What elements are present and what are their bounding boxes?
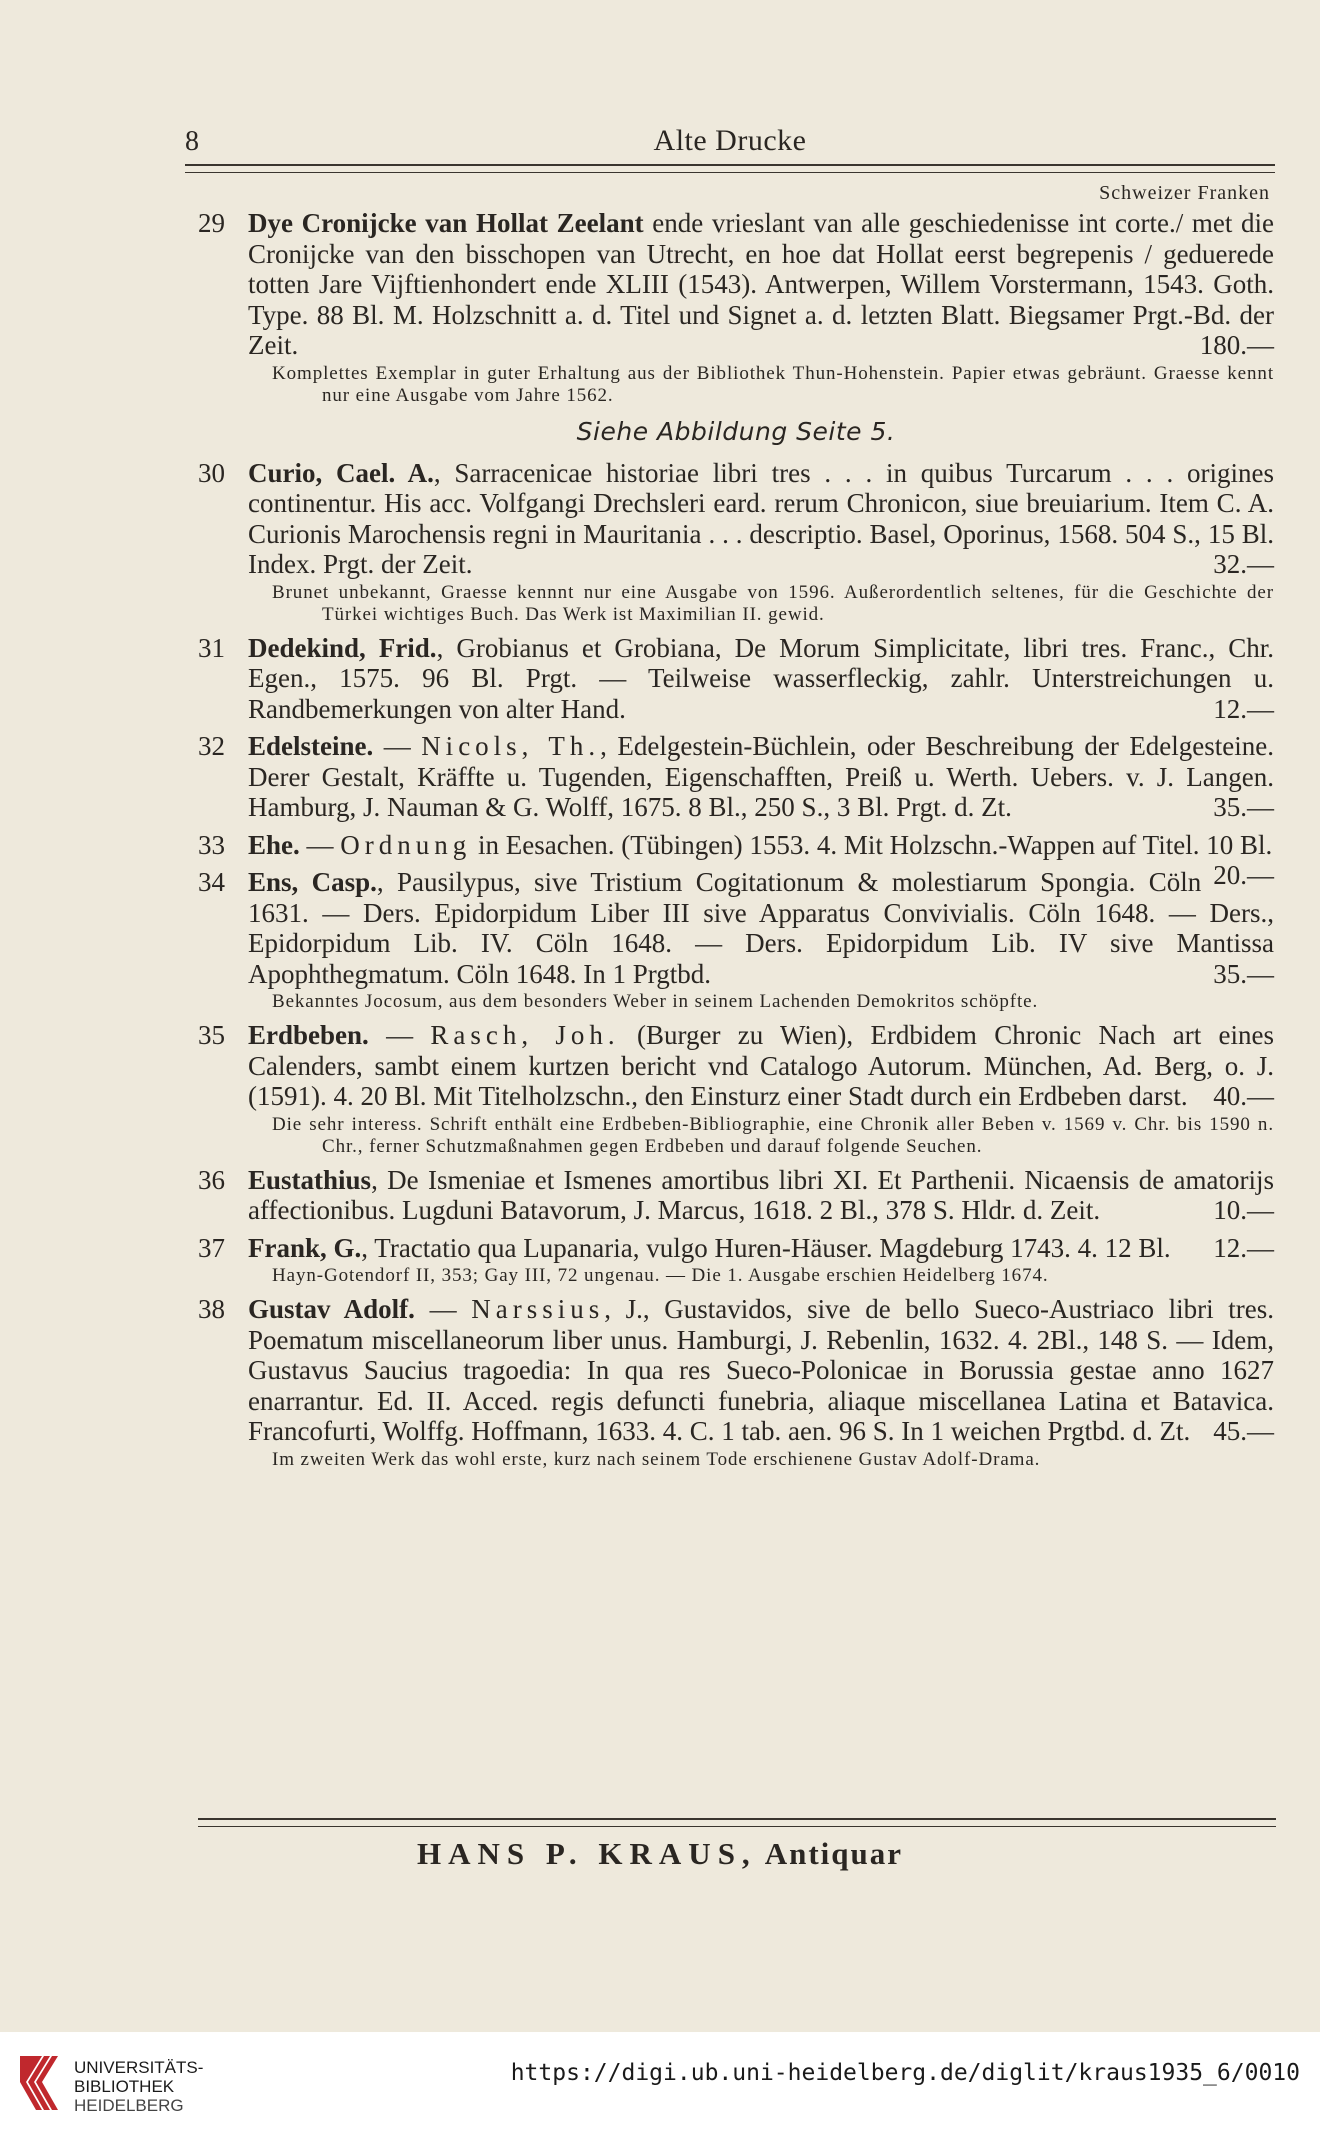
catalog-entry <box>198 1165 1274 1226</box>
entry-number: 35 <box>198 1020 225 1050</box>
entry-heading: Gustav Adolf. <box>248 1294 415 1324</box>
entry-heading: Frank, G. <box>248 1232 362 1263</box>
entry-heading: Ehe. <box>248 829 300 860</box>
entry-text <box>248 1165 1274 1226</box>
entry-dash: — <box>373 731 422 761</box>
entry-description: , J., Gustavidos, sive de bello Sueco-Austriaco libri tres. Poematum miscellaneorum liber unus. Hamburgi, J. Rebenlin, 1632. 4. 2Bl., 148 S. — Idem, Gustavus Saucius tragoedia: In qua res Sueco-Polonicae in Borussia gestae anno 1627 enarrantur. Ed. II. Acced. regis defuncti funebria, aliaque miscellanea Latina et Batavica. Francofurti, Wolffg. Hoffmann, 1633. 4. C. 1 tab. aen. 96 S. In 1 weichen Prgtbd. d. Zt. <box>248 1294 1274 1446</box>
entry-description: , Pausilypus, sive Tristium Cogitationum & molestiarum Spongia. Cöln 1631. — Ders. Epidorpidum Liber III sive Apparatus Convivialis. Cöln 1648. — Ders., Epidorpidum Lib. IV. Cöln 1648. — Ders. Epidorpidum Lib. IV sive Mantissa Apophthegmatum. Cöln 1648. In 1 Prgtbd. <box>248 867 1274 989</box>
catalog-entry <box>198 208 1274 407</box>
entry-note: Brunet unbekannt, Graesse kennnt nur eine Ausgabe von 1596. Außerordentlich seltenes, für die Geschichte der Türkei wichtiges Buch. Das Werk ist Maximilian II. gewid. <box>272 581 1274 625</box>
entry-heading: Curio, Cael. A. <box>248 457 434 488</box>
entry-author: Narssius <box>471 1294 605 1324</box>
entry-dash: — <box>368 1020 431 1050</box>
entry-number: 37 <box>198 1232 225 1263</box>
page-header <box>185 118 1275 158</box>
entry-price: 40.— <box>1213 1081 1274 1111</box>
entry-price: 12.— <box>1213 693 1274 724</box>
see-illustration-note: Siehe Abbildung Seite 5. <box>576 416 896 446</box>
entry-text <box>248 633 1274 725</box>
entry-text <box>248 458 1274 580</box>
entry-description: , Edelgestein-Büchlein, oder Beschreibung der Edelgesteine. Derer Gestalt, Kräffte u. Tugenden, Eigenschafften, Preiß u. Werth. Uebers. v. J. Langen. Hamburg, J. Nauman & G. Wolff, 1675. 8 Bl., 250 S., 3 Bl. Prgt. d. Zt. <box>248 731 1275 822</box>
entry-heading: Ens, Casp. <box>248 867 377 897</box>
entry-author: Nicols, Th. <box>421 731 601 761</box>
entry-note: Hayn-Gotendorf II, 353; Gay III, 72 ungenau. — Die 1. Ausgabe erschien Heidelberg 1674. <box>272 1265 1049 1286</box>
entry-text <box>248 867 1274 989</box>
entry-note: Bekanntes Jocosum, aus dem besonders Weber in seinem Lachenden Demokritos schöpfte. <box>272 991 1039 1012</box>
entry-number: 30 <box>198 457 225 488</box>
entry-description: , Sarracenicae historiae libri tres . . . in quibus Turcarum . . . origines continentur. His acc. Volfgangi Drechsleri eard. rerum Chronicon, siue breuiarium. Item C. A. Curionis Marochensis regni in Mauritania . . . descriptio. Basel, Oporinus, 1568. 504 S., 15 Bl. Index. Prgt. der Zeit. <box>248 457 1274 579</box>
entry-dash: — <box>414 1294 472 1324</box>
entry-heading: Eustathius <box>248 1164 372 1195</box>
library-name-line1: UNIVERSITÄTS- <box>74 2058 204 2077</box>
entry-text <box>248 731 1274 823</box>
page-title: Alte Drucke <box>653 124 807 157</box>
footer-rule <box>198 1818 1276 1827</box>
entry-author: Ordnung <box>340 829 472 860</box>
entry-description: in Eesachen. (Tübingen) 1553. 4. Mit Holzschn.-Wappen auf Titel. 10 Bl. <box>471 829 1273 860</box>
catalog-entry <box>198 1294 1274 1471</box>
entry-description: , Tractatio qua Lupanaria, vulgo Huren-Häuser. Magdeburg 1743. 4. 12 Bl. <box>361 1232 1171 1263</box>
entry-text <box>248 208 1274 361</box>
publisher-line <box>0 1836 1320 1872</box>
entry-description: (Burger zu Wien), Erdbidem Chronic Nach art eines Calenders, sambt einem kurtzen bericht vnd Catalogo Autorum. München, Ad. Berg, o. J. (1591). 4. 20 Bl. Mit Titelholzschn., den Einsturz einer Stadt durch ein Erdbeben darst. <box>248 1020 1275 1111</box>
catalog-entry <box>198 867 1274 1013</box>
entry-number: 36 <box>198 1164 225 1195</box>
catalog-entry <box>198 458 1274 626</box>
publisher-role: Antiquar <box>756 1836 904 1871</box>
entry-description: , De Ismeniae et Ismenes amortibus libri XI. Et Parthenii. Nicaensis de amatorijs affectionibus. Lugduni Batavorum, J. Marcus, 1618. 2 Bl., 378 S. Hldr. d. Zeit. <box>248 1164 1274 1225</box>
entry-note: Im zweiten Werk das wohl erste, kurz nach seinem Tode erschienene Gustav Adolf-Drama. <box>272 1448 1041 1470</box>
entry-text <box>248 1020 1274 1112</box>
entry-price: 45.— <box>1213 1416 1274 1446</box>
entry-note: Komplettes Exemplar in guter Erhaltung aus der Bibliothek Thun-Hohenstein. Papier etwas gebräunt. Graesse kennt nur eine Ausgabe vom Jahre 1562. <box>272 362 1274 406</box>
entry-heading: Dye Cronijcke van Hollat Zeelant <box>248 208 644 238</box>
entry-author: Rasch, Joh. <box>430 1020 620 1050</box>
catalog-entry <box>198 1020 1274 1158</box>
entry-heading: Dedekind, Frid. <box>248 632 437 663</box>
entry-note: Die sehr interess. Schrift enthält eine Erdbeben-Bibliographie, eine Chronik aller Beben v. 1569 v. Chr. bis 1590 n. Chr., ferner Schutzmaßnahmen gegen Erdbeben und darauf folgende Seuchen. <box>272 1113 1274 1157</box>
entry-text <box>248 1294 1274 1447</box>
entry-dash: — <box>299 829 341 860</box>
library-name <box>74 2058 203 2115</box>
entry-heading: Erdbeben. <box>248 1020 369 1050</box>
publisher-name: HANS P. KRAUS, <box>416 1836 757 1871</box>
entry-description: , Grobianus et Grobiana, De Morum Simplicitate, libri tres. Franc., Chr. Egen., 1575. 96 Bl. Prgt. — Teilweise wasserfleckig, zahlr. Unterstreichungen u. Randbemerkungen von alter Hand. <box>248 632 1274 724</box>
entry-price: 10.— <box>1213 1195 1274 1225</box>
catalog-entry <box>198 633 1274 725</box>
entry-price: 35.— <box>1213 958 1274 989</box>
header-rule <box>185 164 1275 173</box>
entry-description: ende vrieslant van alle geschiedenisse int corte./ met die Cronijcke van den bisschopen van Utrecht, en hoe dat Hollat eerst begrepenis / geduerede totten Jare Vijftienhondert ende XLIII (1543). Antwerpen, Willem Vorstermann, 1543. Goth. Type. 88 Bl. M. Holzschnitt a. d. Titel und Signet a. d. letzten Blatt. Biegsamer Prgt.-Bd. der Zeit. <box>248 208 1275 360</box>
catalog-entries <box>198 208 1274 1478</box>
entry-number: 38 <box>198 1294 225 1324</box>
library-logo-icon <box>14 2052 64 2114</box>
page-number: 8 <box>185 126 199 157</box>
entry-price: 35.— <box>1213 792 1274 822</box>
library-name-line2: BIBLIOTHEK <box>74 2077 175 2096</box>
entry-text <box>248 1233 1274 1264</box>
entry-number: 31 <box>198 632 225 663</box>
entry-number: 33 <box>198 829 225 860</box>
entry-price: 32.— <box>1213 549 1274 579</box>
entry-number: 29 <box>198 208 225 238</box>
currency-label: Schweizer Franken <box>1099 182 1270 204</box>
source-url[interactable]: https://digi.ub.uni-heidelberg.de/diglit/kraus1935_6/0010 <box>510 2060 1300 2086</box>
entry-price: 180.— <box>1199 330 1274 360</box>
catalog-entry <box>198 731 1274 823</box>
entry-price: 20.— <box>1213 860 1274 890</box>
entry-number: 34 <box>198 867 225 897</box>
entry-price: 12.— <box>1213 1232 1274 1263</box>
library-name-line3: HEIDELBERG <box>74 2096 184 2115</box>
entry-heading: Edelsteine. <box>248 731 374 761</box>
catalog-entry <box>198 1233 1274 1288</box>
entry-number: 32 <box>198 731 225 761</box>
